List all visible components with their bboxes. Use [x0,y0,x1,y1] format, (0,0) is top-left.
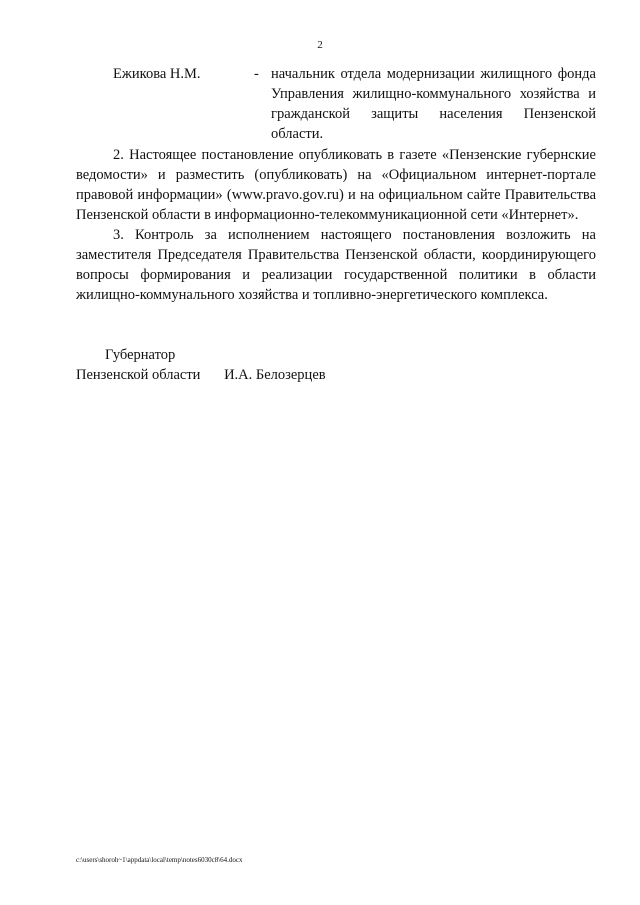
signatory-title-line2: Пензенской области [76,367,201,383]
signature-row [76,365,476,385]
member-name: Ежикова Н.М. [113,66,201,82]
member-role: начальник отдела модернизации жилищного фонда Управления жилищно-коммунального хозяйства и гражданской защиты населения Пензенской области. [271,66,596,142]
member-dash: - [254,66,259,82]
footer-file-path: c:\users\shoroh~1\appdata\local\temp\notes6030c8\64.docx [76,856,243,864]
paragraph-publication: 2. Настоящее постановление опубликовать в газете «Пензенские губернские ведомости» и разместить (опубликовать) на «Официальном интернет-портале правовой информации» (www.pravo.gov.ru) и на официальном сайте Правительства Пензенской области в информационно-телекоммуникационной сети «Интернет». [76,147,596,223]
signatory-name: И.А. Белозерцев [224,367,326,383]
resolution-body [76,145,596,305]
signature-block [76,345,476,385]
signatory-title-line1: Губернатор [105,347,176,363]
paragraph-control: 3. Контроль за исполнением настоящего постановления возложить на заместителя Председателя Правительства Пензенской области, координирующего вопросы формирования и реализации государственной политики в области жилищно-коммунального хозяйства и топливно-энергетического комплекса. [76,227,596,303]
page-number: 2 [317,39,323,51]
